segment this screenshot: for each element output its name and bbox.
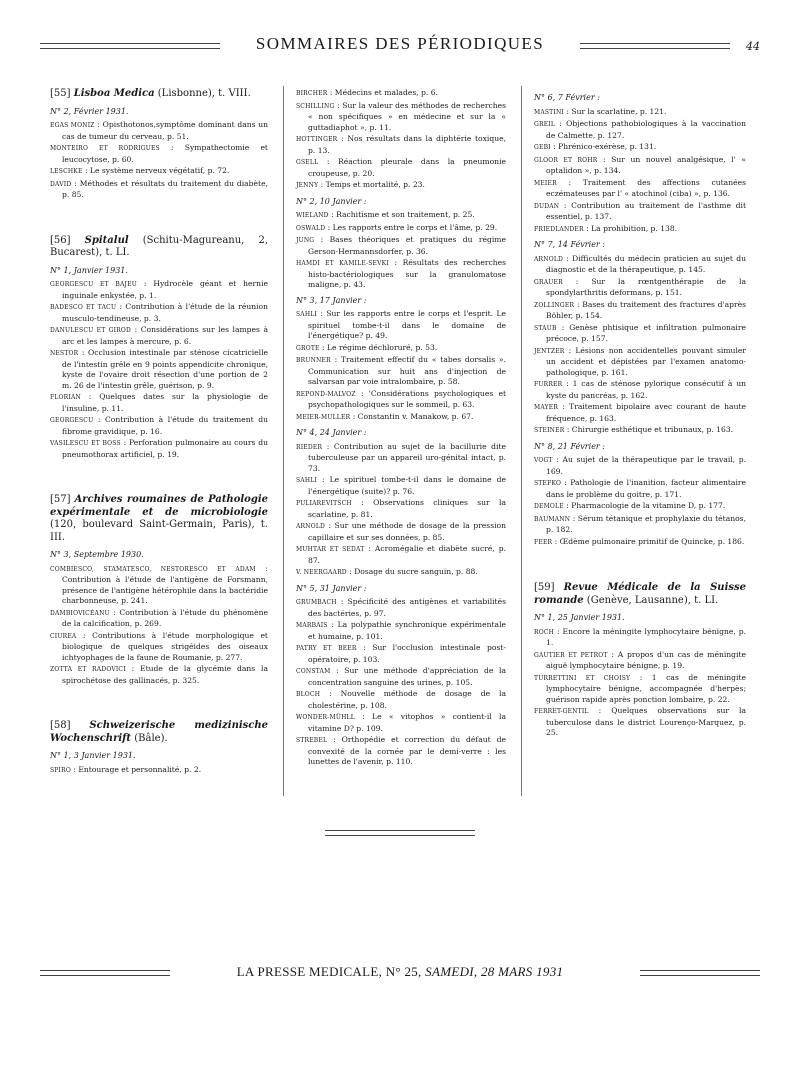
issue-label: N° 6, 7 Février : [534,93,600,102]
article-author: STEFKO [534,480,562,487]
article-entry [534,455,746,477]
article-entry [296,258,506,291]
column-divider-2 [521,86,522,796]
article-title: : Genèse phtisique et infiltration pulmonaire précoce, p. 157. [546,322,746,343]
article-author: NESTOR [50,350,79,357]
article-entry [296,643,506,665]
article-entry [50,302,268,324]
article-entry [50,392,268,414]
article-title: : Contribution à l'étude du traitement du fibrome gravidique, p. 16. [62,415,268,436]
article-author: SCHILLING [296,102,335,110]
article-entry [50,143,268,165]
article-author: DAVID [50,180,72,188]
article-title: : Objections pathobiologiques à la vaccination de Calmette, p. 127. [546,119,746,140]
article-author: GRAUER [534,278,563,286]
article-entry [296,343,506,355]
article-title: : Difficultés du médecin praticien au sujet du diagnostic et de la thérapeutique, p. 145. [546,253,746,274]
issue-label: N° 1, 25 Janvier 1931. [534,613,625,622]
article-entry [534,119,746,141]
header-rule-right [580,43,730,49]
journal-name: Lisboa Medica [73,88,155,99]
article-entry [50,564,268,607]
article-title: : Sur l'occlusion intestinale post-opératoire, p. 103. [308,643,506,664]
article-entry [296,223,506,235]
journal-number: [57] [50,494,71,505]
article-author: GRUMBACH [296,599,337,606]
article-author: V. NEERGAARD [296,569,347,576]
column-divider-1 [283,86,284,796]
article-title: : Contribution à l'étude de la réunion musculo-tendineuse, p. 3. [62,302,269,323]
article-entry [534,706,746,739]
article-entry [50,765,268,777]
article-title: : Lésions non accidentelles pouvant simuler un accident et dépistées par l'examen anatomo-pathologique, p. 161. [546,345,746,377]
article-entry [534,323,746,345]
article-entry [296,475,506,497]
article-entry [50,438,268,460]
article-title: : 1 cas de méningite lymphocytaire bénigne, accompagnée d'herpès; guérison rapide après ponction lombaire, p. 22. [546,672,746,704]
article-entry [534,142,746,154]
article-title: : Le spirituel tombe-t-il dans le domaine de l'énergétique (suite)? p. 76. [308,475,506,496]
journal-name: Schweizerische medizinische Wochenschrift [50,720,268,744]
article-title: : Sur une méthode d'appréciation de la concentration sanguine des urines, p. 105. [308,666,506,687]
article-author: CIUREA [50,632,77,640]
page-header [40,34,760,64]
article-title: : 'Considérations psychologiques et psychopathologiques sur le sommeil, p. 63. [308,388,506,409]
journal-details: (120, boulevard Saint-Germain, Paris), t. III. [50,519,268,543]
article-title: : Traitement bipolaire avec courant de haute fréquence, p. 163. [546,402,746,423]
article-author: DUDAN [534,202,560,210]
article-title: : Considérations sur les lampes à arc et les lampes à mercure, p. 6. [62,325,268,346]
article-entry [534,514,746,536]
article-title: : Les rapports entre le corps et l'âme, p. 29. [325,222,498,232]
article-entry [534,178,746,200]
article-author: GROTE [296,344,320,352]
article-author: DAMBIOVICÉANU [50,609,110,617]
article-author: BAUMANN [534,515,571,523]
article-entry [534,107,746,119]
journal-details: (Lisbonne), t. VIII. [154,88,251,99]
journal-section [534,582,746,739]
journal-details: (Bâle). [131,732,168,744]
article-entry [534,650,746,672]
article-title: : Contribution au sujet de la bacillurie dite tuberculeuse par un appareil uro-génital intact, p. 73. [308,441,506,473]
article-author: COMBIESCO, STAMATESCO, NESTORESCO ET ADAM [50,565,256,573]
end-rule [325,830,475,836]
article-title: : Sympathectomie et leucocytose, p. 60. [62,143,268,164]
article-author: GREIL [534,121,556,128]
article-entry [296,620,506,642]
article-title: : Bases du traitement des fractures d'après Böhler, p. 154. [546,299,746,320]
journal-heading [50,88,268,101]
article-author: STAUB [534,324,557,332]
article-entry [296,567,506,579]
issue-label: N° 2, Février 1931. [50,106,129,116]
article-title: : A propos d'un cas de méningite aiguë lymphocytaire bénigne, p. 19. [546,649,747,670]
article-author: MARBAIS [296,622,328,629]
article-entry [296,210,506,222]
article-title: : Contribution à l'étude de l'antigène de Forsmann, présence de l'antigène hétérophile dans la bactéridie charbonneuse, p. 241. [62,563,268,605]
article-title: : Perforation pulmonaire au cours du pneumothorax artificiel, p. 19. [62,438,268,459]
article-entry [534,537,746,549]
article-entry [534,300,746,322]
article-entry [50,120,268,142]
article-author: EGAS MONIZ [50,122,95,129]
issue-label: N° 3, Septembre 1930. [50,550,144,559]
article-entry [50,631,268,664]
article-author: LESCHKE [50,168,83,175]
article-author: FURRER [534,381,563,388]
article-title: : Rachitisme et son traitement, p. 25. [328,210,475,219]
journal-name: Spitalul [84,234,129,246]
column-1 [50,88,268,810]
journal-number: [55] [50,88,71,99]
article-author: GEORGESCU ET BAJEU [50,281,137,288]
article-author: FEER [534,538,553,546]
article-title: : Résultats des recherches histo-bactériologiques sur la granulomatose maligne, p. 43. [308,258,506,289]
journal-section [50,235,268,461]
article-title: : Traitement des affections cutanées eczémateuses par l' « atochinol (ciba) », p. 136. [546,177,746,198]
article-title: : Orthopédie et correction du défaut de convexité de la cornée par le demi-verre : les lunettes de l'avenir, p. 110. [308,735,506,766]
article-entry [50,179,268,201]
article-entry [534,254,746,276]
article-entry [534,673,746,706]
article-author: SAHLI [296,311,318,318]
article-entry [50,279,268,301]
article-entry [296,666,506,688]
article-entry [534,402,746,424]
article-author: GEBI [534,144,551,151]
article-title: : Encore la méningite lymphocytaire bénigne, p. 1. [546,626,746,647]
footer-journal: LA PRESSE MEDICALE, [236,964,383,979]
article-author: ZOLLINGER [534,301,575,309]
article-title: : Le régime déchloruré, p. 53. [319,342,438,352]
article-title: : Chirurgie esthétique et tribunaux, p. 163. [564,425,734,434]
page-footer [40,964,760,984]
article-entry [296,101,506,134]
article-title: : Quelques dates sur la physiologie de l'insuline, p. 11. [62,392,268,413]
article-entry [534,346,746,379]
footer-rule-right [640,970,760,976]
article-entry [50,348,268,391]
article-author: JUNG [296,237,315,244]
journal-section [534,93,746,548]
article-author: TURRETTINI ET CHOISY [534,674,631,682]
article-title: : Sur les rapports entre le corps et l'esprit. Le spirituel tombe-t-il dans le domaine de l'énergétique? p. 49. [308,309,506,340]
article-author: DANULESCU ET GIROD [50,327,132,334]
article-title: : Phrénico-exérèse, p. 131. [550,142,657,151]
article-title: : Entourage et personnalité, p. 2. [70,764,202,774]
issue-label: N° 2, 10 Janvier : [296,196,367,206]
article-title: : Sur la valeur des méthodes de recherches « non spécifiques » en médecine et sur la « guttadiaphot », p. 11. [308,100,506,132]
journal-details: (Schitu-Magureanu, 2, Bucarest), t. LI. [50,234,268,258]
article-entry [296,735,506,768]
article-author: HAMDI ET KAMILE-SEVKI [296,260,389,267]
issue-label: N° 8, 21 Février : [534,441,605,451]
journal-section [50,88,268,201]
article-author: GLOOR ET ROHR [534,156,598,164]
journal-heading [50,720,268,745]
journal-heading [534,582,746,607]
article-entry [50,325,268,347]
article-entry [296,309,506,342]
issue-label: N° 1, Janvier 1931. [50,265,128,275]
journal-name: Revue Médicale de la Suisse romande [534,582,746,606]
journal-heading [50,494,268,544]
article-title: : Temps et mortalité, p. 23. [318,180,425,189]
article-title: : Au sujet de la thérapeutique par le travail, p. 169. [546,455,746,476]
article-author: BRUNNER [296,357,331,364]
article-author: DEMOLE [534,503,564,510]
article-author: MEIER [534,179,557,187]
article-author: ZOTTA ET RADOVICI [50,666,126,673]
article-author: MASTINI [534,108,564,116]
article-author: STREBEL [296,737,328,744]
article-entry [50,415,268,437]
article-title: : Nouvelle méthode de dosage de la cholestérine, p. 108. [308,689,506,710]
article-entry [296,442,506,475]
article-entry [296,689,506,711]
journal-number: [58] [50,720,71,731]
article-entry [534,201,746,223]
article-author: MAYER [534,404,559,411]
article-title: : Pharmacologie de la vitamine D, p. 177. [563,501,726,510]
column-2 [296,88,506,802]
article-entry [50,664,268,686]
article-title: : La prohibition, p. 138. [583,223,678,233]
article-entry [296,157,506,179]
journal-section [296,88,506,768]
article-title: : Pathologie de l'inanition, facteur alimentaire dans le problème du goitre, p. 171. [546,478,746,499]
article-author: BLOCH [296,691,321,698]
article-title: : Hydrocèle géant et hernie inguinale enkystée, p. 1. [62,279,268,300]
issue-label: N° 1, 3 Janvier 1931. [50,751,136,760]
article-title: : Contributions à l'étude morphologique et biologique de quelques strigéides des oiseaux ichtyophages de la faune de Roumanie, p. 277. [62,630,268,662]
article-author: CONSTAM [296,668,331,675]
article-author: MUHTAR ET SEDAT [296,546,365,553]
article-author: JENNY [296,182,319,189]
article-author: JENTZER [534,347,565,355]
article-author: ARNOLD [296,523,326,530]
article-author: VOGT [534,457,553,464]
article-entry [50,608,268,630]
article-title: : Etude de la glycémie dans la spirochétose des gallinacés, p. 325. [62,664,268,685]
footer-date: SAMEDI, 28 MARS 1931 [425,964,564,979]
issue-label: N° 4, 24 Janvier : [296,428,367,437]
article-entry [296,597,506,619]
article-author: GSELL [296,159,319,166]
article-entry [534,425,746,437]
article-title: : Médecins et malades, p. 6. [327,88,438,97]
journal-name: Archives roumaines de Pathologie expérimentale et de microbiologie [50,494,268,518]
article-author: OSWALD [296,224,326,232]
article-title: : Nos résultats dans la diphtérie toxique, p. 13. [308,134,506,155]
article-title: : Acromégalie et diabète sucré, p. 87. [308,544,506,565]
article-title: : Traitement effectif du « tabes dorsalis ». Communication sur huit ans d'injection de salvarsan par voie intralombaire, p. 58. [308,355,506,386]
issue-label: N° 7, 14 Février : [534,240,605,249]
article-title: : Œdème pulmonaire primitif de Quincke, p. 186. [552,536,745,546]
article-entry [296,521,506,543]
footer-number: N° 25, [385,964,422,979]
article-author: ARNOLD [534,255,564,263]
article-entry [50,166,268,178]
article-title: : Constantin v. Manakow, p. 67. [350,411,474,421]
article-title: : Occlusion intestinale par sténose cicatricielle de l'intestin grêle en 9 points appendicite chronique, kyste de l'ovaire droit résection d'une portion de 2 m. 26 de l'intestin grêle, guérison, p. 9. [62,348,268,390]
article-entry [296,235,506,257]
article-author: GAUTIER ET PETROT [534,651,608,659]
article-author: SAHLI [296,477,318,484]
article-author: MONTEIRO ET RODRIGUES [50,145,160,152]
article-title: : Méthodes et résultats du traitement du diabète, p. 85. [62,178,268,199]
article-author: BIRCHER [296,90,328,97]
article-title: : Spécificité des antigènes et variabilités des bactéries, p. 97. [308,597,506,618]
article-title: : Le « vitophos » contient-il la vitamine D? p. 109. [308,712,506,733]
article-author: PULIAREVITSCH [296,500,352,507]
article-title: : Dosage du sucre sanguin, p. 88. [346,567,478,576]
article-author: MEIER-MULLER [296,413,351,421]
journal-number: [56] [50,234,71,246]
article-entry [296,412,506,424]
article-title: : 1 cas de sténose pylorique consécutif à un kyste du pancréas, p. 162. [546,379,746,400]
article-entry [534,224,746,236]
article-entry [296,355,506,388]
article-entry [296,389,506,411]
article-author: REPOND-MALVOZ [296,390,356,398]
article-title: : Opisthotonos,symptôme dominant dans un cas de tumeur du cerveau, p. 51. [62,120,269,141]
article-author: HOTTINGER [296,136,338,143]
article-entry [534,155,746,177]
article-author: FERRET-GENTIL [534,708,589,715]
article-author: PATRY ET BEER [296,645,357,652]
column-3 [534,88,746,773]
article-title: : Observations cliniques sur la scarlatine, p. 81. [308,498,506,519]
article-title: : Sur un nouvel analgésique, l' « optalidon », p. 134. [546,154,746,175]
article-author: WIELAND [296,212,329,219]
article-entry [534,379,746,401]
journal-number: [59] [534,582,555,593]
article-author: RIEDER [296,443,323,451]
article-author: SPIRO [50,766,71,774]
article-author: FRIEDLANDER [534,225,584,233]
issue-label: N° 3, 17 Janvier : [296,295,367,305]
article-entry [296,180,506,192]
article-author: GEORGESCU [50,417,94,424]
article-entry [296,88,506,100]
page-number: 44 [746,40,760,53]
article-title: : Sur une méthode de dosage de la pression capillaire et sur ses données, p. 85. [308,521,506,542]
article-author: VASILESCU ET BOSS [50,440,121,447]
article-author: WONDER-MÜHLL [296,714,355,721]
article-title: : Bases théoriques et pratiques du régime Gerson-Hermannsdorfer, p. 36. [308,235,506,256]
article-title: : Sérum tétanique et prophylaxie du tétanos, p. 182. [546,513,746,534]
article-entry [296,712,506,734]
page-title: SOMMAIRES DES PÉRIODIQUES [255,34,545,53]
article-entry [534,478,746,500]
journal-section [50,720,268,776]
article-title: : La polypathie synchronique expérimentale et humaine, p. 101. [308,620,506,641]
article-entry [534,501,746,513]
journal-section [50,494,268,686]
article-author: ROCH [534,628,555,636]
article-entry [296,498,506,520]
article-title: : Réaction pleurale dans la pneumonie croupeuse, p. 20. [308,157,506,178]
article-author: STEINER [534,427,565,434]
article-title: : Quelques observations sur la tuberculose dans le district Lourenço-Marquez, p. 25. [546,706,746,737]
article-entry [296,544,506,566]
article-title: : Sur la scarlatine, p. 121. [563,106,667,116]
article-title: : Le système nerveux végétatif, p. 72. [82,166,230,175]
journal-details: (Genève, Lausanne), t. LI. [583,594,719,606]
article-title: : Sur la rœntgenthérapie de la spondylarthritis deformans, p. 151. [546,276,746,297]
article-author: FLORIAN [50,394,81,401]
article-title: : Contribution au traitement de l'asthme dit essentiel, p. 137. [546,200,746,221]
journal-heading [50,235,268,260]
article-entry [534,277,746,299]
article-author: BADESCO ET TACU [50,304,117,311]
issue-label: N° 5, 31 Janvier : [296,583,367,593]
article-title: : Contribution à l'étude du phénomène de la calcification, p. 269. [62,607,268,628]
article-entry [296,134,506,156]
article-entry [534,627,746,649]
